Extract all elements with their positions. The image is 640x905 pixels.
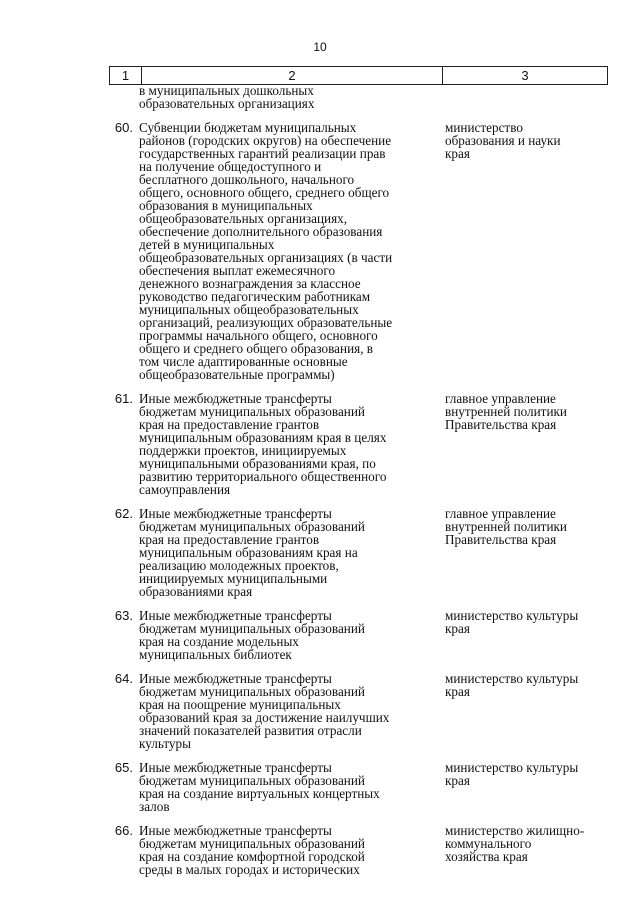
text-line: муниципальных библиотек [139, 647, 292, 662]
text-line: министерство культуры [445, 608, 579, 623]
text-line: обеспечения выплат ежемесячного [139, 263, 336, 278]
text-line: развитию территориального общественного [139, 469, 387, 484]
text-line: среды в малых городах и исторических [139, 862, 360, 877]
table-row [109, 121, 609, 381]
table-body [109, 84, 609, 876]
text-line: общего и среднего общего образования, в [139, 341, 374, 356]
text-line: районов (городских округов) на обеспечение [139, 133, 392, 148]
text-line: муниципальным образованиям края на [139, 545, 358, 560]
text-line: края [445, 146, 470, 161]
text-line: общего, основного общего, среднего общего [139, 185, 390, 200]
text-line: обеспечение дополнительного образования [139, 224, 383, 239]
text-line: края [445, 621, 470, 636]
text-line: том числе адаптированные основные [139, 354, 348, 369]
text-line: значений показателей развития отрасли [139, 723, 362, 738]
table-row [109, 824, 609, 876]
table-row [109, 507, 609, 598]
text-line: образования и науки [445, 133, 561, 148]
text-line: общеобразовательных организациях (в части [139, 250, 393, 265]
text-line: самоуправления [139, 482, 231, 497]
header-col-3: 3 [521, 68, 529, 83]
text-line: образований края за достижение наилучших [139, 710, 390, 725]
text-line: коммунального [445, 836, 532, 851]
text-line: реализацию молодежных проектов, [139, 558, 339, 573]
row-name [139, 392, 445, 496]
text-line: образования в муниципальных [139, 198, 313, 213]
text-line: внутренней политики [445, 404, 567, 419]
text-line: муниципальными образованиями края, по [139, 456, 376, 471]
text-line: края [445, 773, 470, 788]
row-responsible [445, 507, 609, 598]
text-line: общеобразовательные программы) [139, 367, 335, 382]
text-line: Правительства края [445, 417, 557, 432]
text-line: образовательных организациях [139, 96, 315, 111]
text-line: главное управление [445, 391, 556, 406]
text-line: в муниципальных дошкольных [139, 83, 314, 98]
text-line: Иные межбюджетные трансферты [139, 823, 332, 838]
text-line: Иные межбюджетные трансферты [139, 608, 332, 623]
row-responsible [445, 761, 609, 813]
row-name [139, 672, 445, 750]
row-responsible [445, 121, 609, 381]
text-line: государственных гарантий реализации прав [139, 146, 386, 161]
header-col-2: 2 [142, 67, 443, 84]
text-line: программы начального общего, основного [139, 328, 378, 343]
table-row [109, 761, 609, 813]
text-line: края на предоставление грантов [139, 532, 320, 547]
row-number: 61. [114, 391, 133, 406]
row-number: 64. [114, 671, 133, 686]
text-line: бюджетам муниципальных образований [139, 684, 365, 699]
text-line: поддержки проектов, инициируемых [139, 443, 347, 458]
row-name [139, 824, 445, 876]
row-responsible [445, 672, 609, 750]
row-number: 66. [114, 823, 133, 838]
row-responsible [445, 824, 609, 876]
row-number: 60. [114, 120, 133, 135]
text-line: хозяйства края [445, 849, 528, 864]
text-line: денежного вознаграждения за классное [139, 276, 361, 291]
row-name [139, 121, 445, 381]
text-line: залов [139, 799, 170, 814]
text-line: на получение общедоступного и [139, 159, 322, 174]
text-line: внутренней политики [445, 519, 567, 534]
text-line: Иные межбюджетные трансферты [139, 391, 332, 406]
text-line: края на создание комфортной городской [139, 849, 365, 864]
text-line: бюджетам муниципальных образований [139, 519, 365, 534]
text-line: Иные межбюджетные трансферты [139, 671, 332, 686]
text-line: края на создание модельных [139, 634, 299, 649]
text-line: руководство педагогическим работникам [139, 289, 371, 304]
text-line: бюджетам муниципальных образований [139, 621, 365, 636]
table-row [109, 672, 609, 750]
text-line: инициируемых муниципальными [139, 571, 328, 586]
page-number: 10 [313, 40, 327, 54]
text-line: Субвенции бюджетам муниципальных [139, 120, 357, 135]
text-line: главное управление [445, 506, 556, 521]
header-col-1: 1 [110, 67, 142, 84]
text-line: края [445, 684, 470, 699]
text-line: детей в муниципальных [139, 237, 275, 252]
continuation-row [109, 84, 609, 110]
text-line: бюджетам муниципальных образований [139, 404, 365, 419]
text-line: бюджетам муниципальных образований [139, 773, 365, 788]
text-line: бесплатного дошкольного, начального [139, 172, 355, 187]
row-name [139, 507, 445, 598]
row-number: 65. [114, 760, 133, 775]
text-line: организаций, реализующих образовательные [139, 315, 393, 330]
rows-container [109, 121, 609, 876]
text-line: муниципальных общеобразовательных [139, 302, 359, 317]
row-name [139, 609, 445, 661]
text-line: Правительства края [445, 532, 557, 547]
table-row [109, 392, 609, 496]
row-responsible [445, 609, 609, 661]
text-line: министерство культуры [445, 671, 579, 686]
text-line: Иные межбюджетные трансферты [139, 760, 332, 775]
row-responsible [445, 392, 609, 496]
text-line: министерство жилищно- [445, 823, 585, 838]
text-line: министерство культуры [445, 760, 579, 775]
text-line: образованиями края [139, 584, 253, 599]
text-line: края на предоставление грантов [139, 417, 320, 432]
text-line: общеобразовательных организациях, [139, 211, 348, 226]
text-line: края на создание виртуальных концертных [139, 786, 380, 801]
text-line: муниципальным образованиям края в целях [139, 430, 387, 445]
row-name [139, 761, 445, 813]
table-row [109, 609, 609, 661]
text-line: министерство [445, 120, 523, 135]
continuation-text [139, 84, 445, 110]
row-number: 63. [114, 608, 133, 623]
text-line: бюджетам муниципальных образований [139, 836, 365, 851]
text-line: края на поощрение муниципальных [139, 697, 341, 712]
text-line: Иные межбюджетные трансферты [139, 506, 332, 521]
row-number: 62. [114, 506, 133, 521]
text-line: культуры [139, 736, 191, 751]
